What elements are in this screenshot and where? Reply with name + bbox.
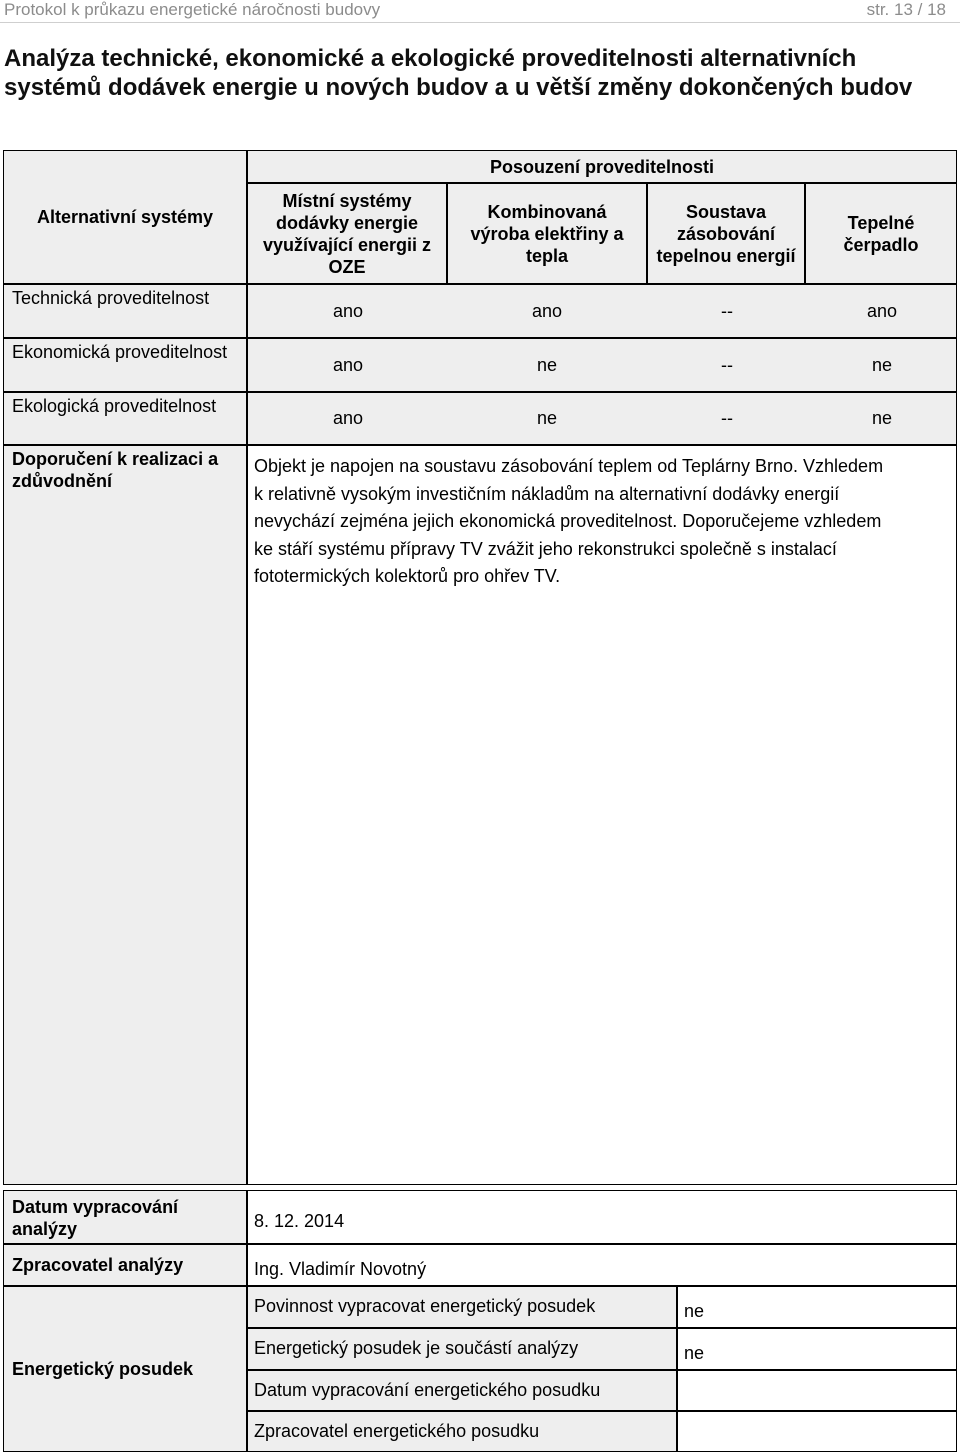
value-cell: -- <box>721 300 733 321</box>
row-label-economic: Ekonomická proveditelnost <box>3 338 247 392</box>
energy-row-label: Energetický posudek je součástí analýzy <box>247 1328 677 1370</box>
row-label-technical: Technická proveditelnost <box>3 284 247 338</box>
energy-row-value: ne <box>677 1328 957 1370</box>
column-header-szte: Soustava zásobování tepelnou energií <box>647 183 805 284</box>
energy-row-value <box>677 1370 957 1411</box>
recommendation-line: k relativně vysokým investičním nákladům na alternativní dodávky energií <box>254 483 840 504</box>
value-cell: ano <box>332 300 364 321</box>
author-value: Ing. Vladimír Novotný <box>247 1244 957 1286</box>
row-label-ecological: Ekologická proveditelnost <box>3 392 247 445</box>
date-value: 8. 12. 2014 <box>247 1190 957 1244</box>
column-header-kvet: Kombinovaná výroba elektřiny a tepla <box>447 183 647 284</box>
energy-row-value: ne <box>677 1286 957 1328</box>
page-header-title: Protokol k průkazu energetické náročnosti budovy <box>4 0 381 19</box>
energy-row-value <box>677 1411 957 1452</box>
recommendation-line: Objekt je napojen na soustavu zásobování teplem od Teplárny Brno. Vzhledem <box>254 456 884 476</box>
value-cell: ano <box>531 300 563 321</box>
energy-row-label: Datum vypracování energetického posudku <box>247 1370 677 1411</box>
column-header-heat-pump: Tepelné čerpadlo <box>805 183 957 284</box>
row-values-economic <box>247 338 957 392</box>
page-title: Analýza technické, ekonomické a ekologické proveditelnosti alternativních systémů dodávek energie u nových budov a u větší změny dokončených budov <box>4 45 913 101</box>
value-cell: -- <box>721 354 733 375</box>
value-cell: ano <box>866 300 898 321</box>
date-label: Datum vypracování analýzy <box>3 1190 247 1244</box>
energy-row-label: Zpracovatel energetického posudku <box>247 1411 677 1452</box>
value-cell: ano <box>332 354 364 375</box>
author-label: Zpracovatel analýzy <box>3 1244 247 1286</box>
value-cell: ne <box>871 354 893 375</box>
value-cell: ano <box>332 408 364 428</box>
value-cell: ne <box>536 408 558 428</box>
recommendation-line: fototermických kolektorů pro ohřev TV. <box>254 566 561 586</box>
recommendation-label: Doporučení k realizaci a zdůvodnění <box>3 445 247 1185</box>
row-values-ecological <box>247 392 957 445</box>
group-header: Posouzení proveditelnosti <box>247 150 957 183</box>
column-header-oze: Místní systémy dodávky energie využívající energii z OZE <box>247 183 447 284</box>
recommendation-text <box>247 445 957 1185</box>
row-values-technical <box>247 284 957 338</box>
value-cell: ne <box>871 408 893 428</box>
header-divider <box>0 22 960 23</box>
recommendation-line: nevychází zejména jejich ekonomická proveditelnost. Doporučejeme vzhledem <box>254 511 882 531</box>
value-cell: -- <box>721 408 733 428</box>
table-corner: Alternativní systémy <box>3 150 247 284</box>
energy-row-label: Povinnost vypracovat energetický posudek <box>247 1286 677 1328</box>
page-number: str. 13 / 18 <box>866 0 946 19</box>
recommendation-line: ke stáří systému přípravy TV zvážit jeho rekonstrukci společně s instalací <box>254 538 837 559</box>
energy-assessment-label: Energetický posudek <box>3 1286 247 1452</box>
value-cell: ne <box>536 354 558 375</box>
